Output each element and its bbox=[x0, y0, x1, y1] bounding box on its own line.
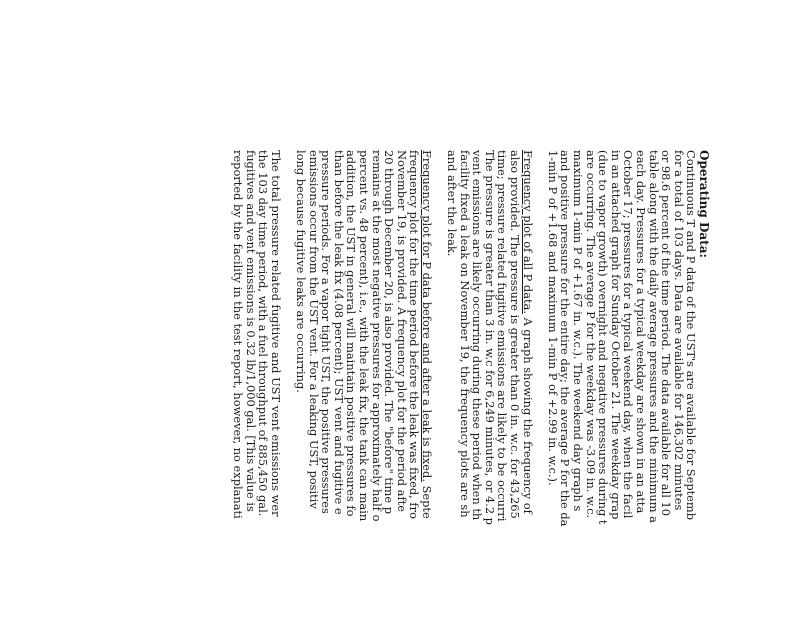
paragraph bbox=[294, 150, 433, 618]
paragraph-line: The pressure is greater than 3 in. w.c for 6,249 minutes, or 4.2 p bbox=[482, 150, 497, 525]
paragraph-line: emissions occur from the UST vent. For a leaking UST, positiv bbox=[306, 150, 321, 509]
paragraph-line: addition, the UST in general will maintain positive pressures fo bbox=[344, 150, 359, 517]
paragraph-line: than before the leak fix (4.08 percent); UST vent and fugitive e bbox=[331, 150, 346, 515]
section-heading: Operating Data: bbox=[697, 150, 711, 258]
paragraph-line: frequency plot for the time period before the leak was fixed, fro bbox=[407, 150, 422, 519]
paragraph-line: vent emissions are likely occurring during these period when th bbox=[470, 150, 485, 521]
rotated-text-block bbox=[219, 150, 710, 618]
paragraph-line: November 19, is provided. A frequency plot for the period afte bbox=[394, 150, 409, 512]
paragraph-line: pressure periods. For a vapor tight UST, the positive pressures bbox=[319, 150, 334, 514]
paragraph-line: percent vs. 48 percent), i.e., with the leak fix, the tank can main bbox=[356, 150, 371, 522]
paragraph-line: for a total of 103 days. Data are available for 146,302 minutes bbox=[671, 150, 686, 511]
lead-line-rest: Septe bbox=[419, 481, 434, 519]
paragraph-line: 20 through December 20, is also provided. The "before" time p bbox=[382, 150, 397, 515]
paragraph-line: time; pressure related fugitive emissions are likely to be occurri bbox=[495, 150, 510, 522]
paragraph-line: and positive pressure for the entire day; the average P for the da bbox=[558, 150, 573, 527]
paragraph bbox=[231, 150, 281, 618]
paragraph-line: Continuous T and P data of the UST's are available for Septemb bbox=[684, 150, 699, 521]
paragraph-line: in an attached graph for Sunday October 21. The weekday grap bbox=[608, 150, 623, 520]
paragraph bbox=[446, 150, 534, 618]
paragraph-line: remains at the most negative pressures for approximately half o bbox=[369, 150, 384, 522]
paragraph-line bbox=[420, 150, 433, 618]
paragraph-line: (due to vapor growth) overnight and negative pressures during t bbox=[596, 150, 611, 525]
paragraph-line: 1-min P of +1.68 and maximum 1-min P of +2.99 in. w.c.). bbox=[545, 150, 560, 486]
paragraph-line: October 17; pressures for a typical weekend day, when the facil bbox=[621, 150, 636, 519]
underlined-lead: Frequency plot for P data before and after a leak is fixed. bbox=[419, 150, 434, 482]
paragraph-line: maximum 1-min P of +1.67 in. w.c.). The weekend day graph s bbox=[571, 150, 586, 512]
paragraph-line: facility fixed a leak on November 19, the frequency plots are sh bbox=[457, 150, 472, 518]
paragraph-line: also provided. The pressure is greater than 0 in. w.c. for 43,265 bbox=[508, 150, 523, 519]
lead-line-rest: A graph showing the frequency of bbox=[520, 313, 535, 514]
underlined-lead: Frequency plot of all P data. bbox=[520, 150, 535, 314]
paragraph-line: or 98.6 percent of the time period. The data available for all 10 bbox=[659, 150, 674, 516]
paragraph-line: fugitives and vent emissions is 0.32 lb/1,000 gal. [This value is bbox=[243, 150, 258, 512]
paragraph-line: table along with the daily average pressures and the minimum a bbox=[646, 150, 661, 523]
paragraph-line: reported by the facility in the test report, however, no explanati bbox=[231, 150, 246, 519]
paragraph-line: long because fugitive leaks are occurring. bbox=[294, 150, 308, 393]
paragraphs bbox=[231, 150, 697, 618]
paragraph-line: are occurring. The average P for the weekday was -3.09 in. w.c. bbox=[583, 150, 598, 519]
paragraph bbox=[546, 150, 697, 618]
paragraph-line: each day. Pressures for a typical weekday are shown in an atta bbox=[634, 150, 649, 514]
paragraph-line: the 103 day time period, with a fuel throughput of 885,450 gal. bbox=[256, 150, 271, 517]
paragraph-line: The total pressure related fugitive and UST vent emissions wer bbox=[268, 150, 283, 517]
paragraph-line bbox=[521, 150, 534, 618]
paragraph-line: and after the leak. bbox=[445, 150, 460, 257]
